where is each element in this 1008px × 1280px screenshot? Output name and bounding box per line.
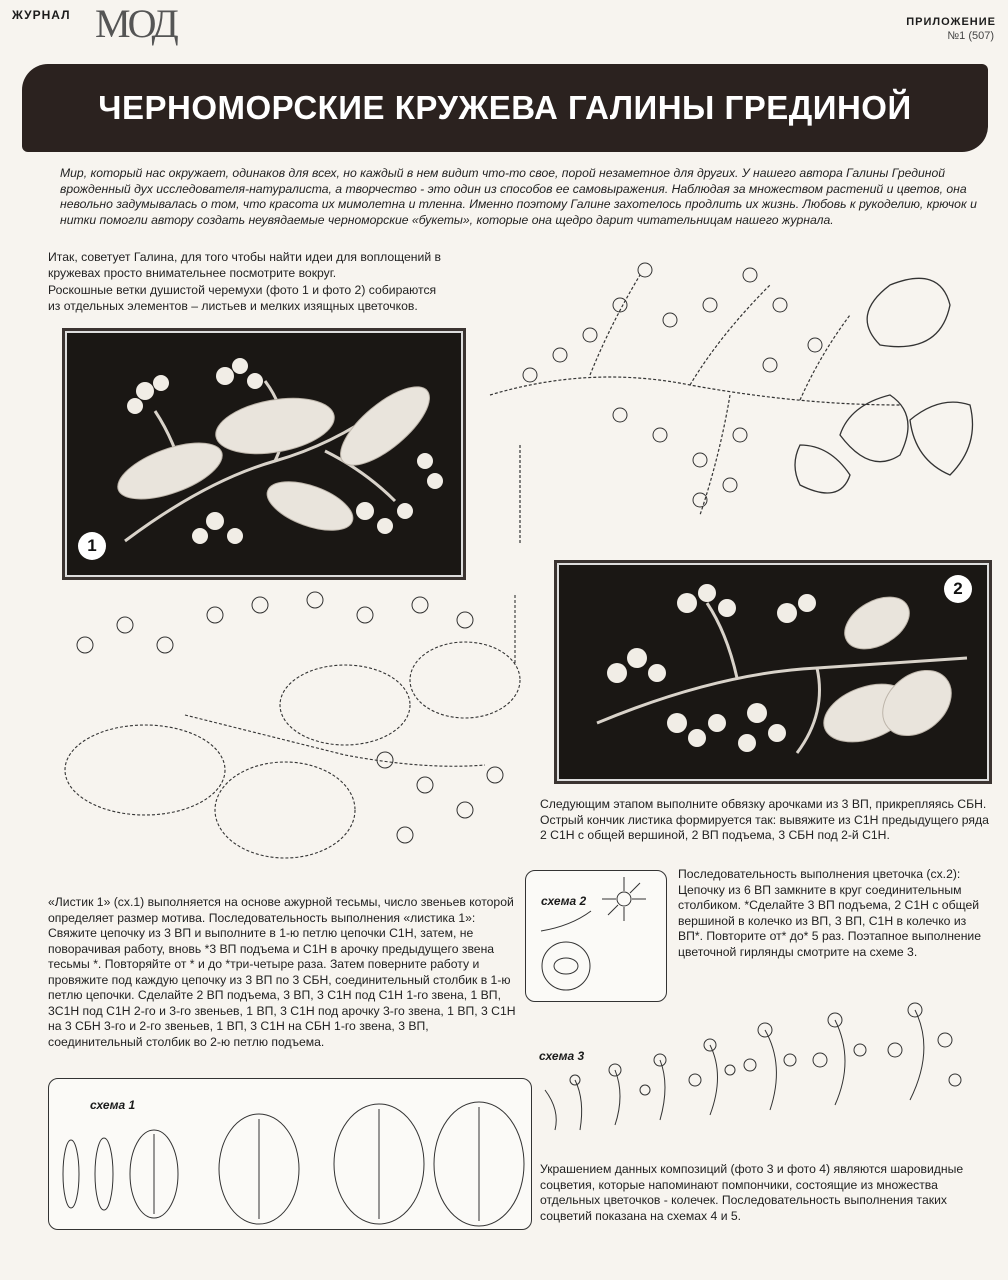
supplement-label: ПРИЛОЖЕНИЕ xyxy=(906,16,996,28)
paragraph-cherry-branches: Роскошные ветки душистой черемухи (фото 1 и фото 2) собираются из отдельных элементов – листьев и мелких изящных цветочков. xyxy=(48,283,437,313)
lace-branch-illustration-2 xyxy=(557,563,989,781)
photo-2 xyxy=(554,560,992,784)
photo-1 xyxy=(62,328,466,580)
scheme-2-diagram xyxy=(526,871,666,1001)
photo-1-number: 1 xyxy=(78,532,106,560)
scheme-1-label: схема 1 xyxy=(90,1098,136,1112)
title-banner xyxy=(22,64,988,152)
paragraph-flower-sequence: Последовательность выполнения цветочка (сх.2): Цепочку из 6 ВП замкните в круг соединительным столбиком. *Сделайте 3 ВП подъема, 2 С1Н с общей вершиной в колечко из ВП, 3 ВП, С1Н в колечко из ВП*. Повторите от* до* 5 раз. Поэтапное выполнение цветочной гирлянды смотрите на схеме 3. xyxy=(678,867,982,959)
magazine-logo: МОД xyxy=(95,1,176,46)
paragraph-leaf-1: «Листик 1» (сх.1) выполняется на основе ажурной тесьмы, число звеньев которой определяет размер мотива. Последовательность выполнения «листика 1»: Свяжите цепочку из 3 ВП и выполните в 1-ю петлю цепочки С1Н, затем, не поворачивая работу, вновь *3 ВП подъема и С1Н в арочку предыдущего звена тесьмы *. Повторяйте от * и до *три-четыре раза. Затем поверните работу и провяжите под каждую цепочку из 3 ВП по 3 СБН, соединительный столбик в 1-ю петлю цепочки. Сделайте 2 ВП подъема, 3 ВП, 3 С1Н под С1Н 1-го звена, 1 ВП, 3С1Н под С1Н 2-го и 3-го звеньев, 1 ВП, 3 С1Н под арочку 3-го звена, 1 ВП, 3 С1Н на 3 СБН 3-го и 2-го звеньев, 1 ВП, 3 С1Н на СБН 1-го звена, 3 ВП, соединительный столбик во 2-ю петлю подъема. xyxy=(48,895,516,1049)
scheme-2-box xyxy=(525,870,667,1002)
scheme-2-label: схема 2 xyxy=(541,894,587,908)
scheme-3-label: схема 3 xyxy=(539,1049,585,1063)
paragraph-pompons: Украшением данных композиций (фото 3 и фото 4) являются шаровидные соцветия, которые напоминают помпончики, состоящие из множества отдельных цветочков - колечек. Последовательность выполнения таких соцветий показана на схемах 4 и 5. xyxy=(540,1162,964,1223)
supplement-number: №1 (507) xyxy=(947,30,994,42)
leaves-flowers-diagram xyxy=(45,585,530,870)
intro-paragraph: Мир, который нас окружает, одинаков для всех, но каждый в нем видит что-то свое, порой незаметное для других. У нашего автора Галины Грединой врожденный дух исследователя-натуралиста, а творчество - это один из способов ее самовыражения. Наблюдая за множеством растений и цветов, она невольно задумывалась о том, что красота их мимолетна и тленна. Именно поэтому Галине захотелось продлить их жизнь. Любовь к рукоделию, крючок и нитки помогли автору создать неувядаемые черноморские «букеты», которые она щедро дарит читательницам нашего журнала. xyxy=(60,166,977,227)
branch-diagram xyxy=(470,245,995,545)
scheme-3-diagram xyxy=(535,990,995,1150)
lace-branch-illustration xyxy=(65,331,463,577)
page-title: ЧЕРНОМОРСКИЕ КРУЖЕВА ГАЛИНЫ ГРЕДИНОЙ xyxy=(98,89,912,126)
paragraph-advice: Итак, советует Галина, для того чтобы найти идеи для воплощений в кружевах просто внимательнее посмотрите вокруг. xyxy=(48,250,441,280)
photo-2-number: 2 xyxy=(944,575,972,603)
magazine-label: ЖУРНАЛ xyxy=(12,8,71,22)
paragraph-arches: Следующим этапом выполните обвязку арочками из 3 ВП, прикрепляясь СБН. Острый кончик листика формируется так: вывяжите из С1Н предыдущего ряда 2 С1Н с общей вершиной, 2 ВП подъема, 3 СБН под 2-й С1Н. xyxy=(540,797,989,842)
